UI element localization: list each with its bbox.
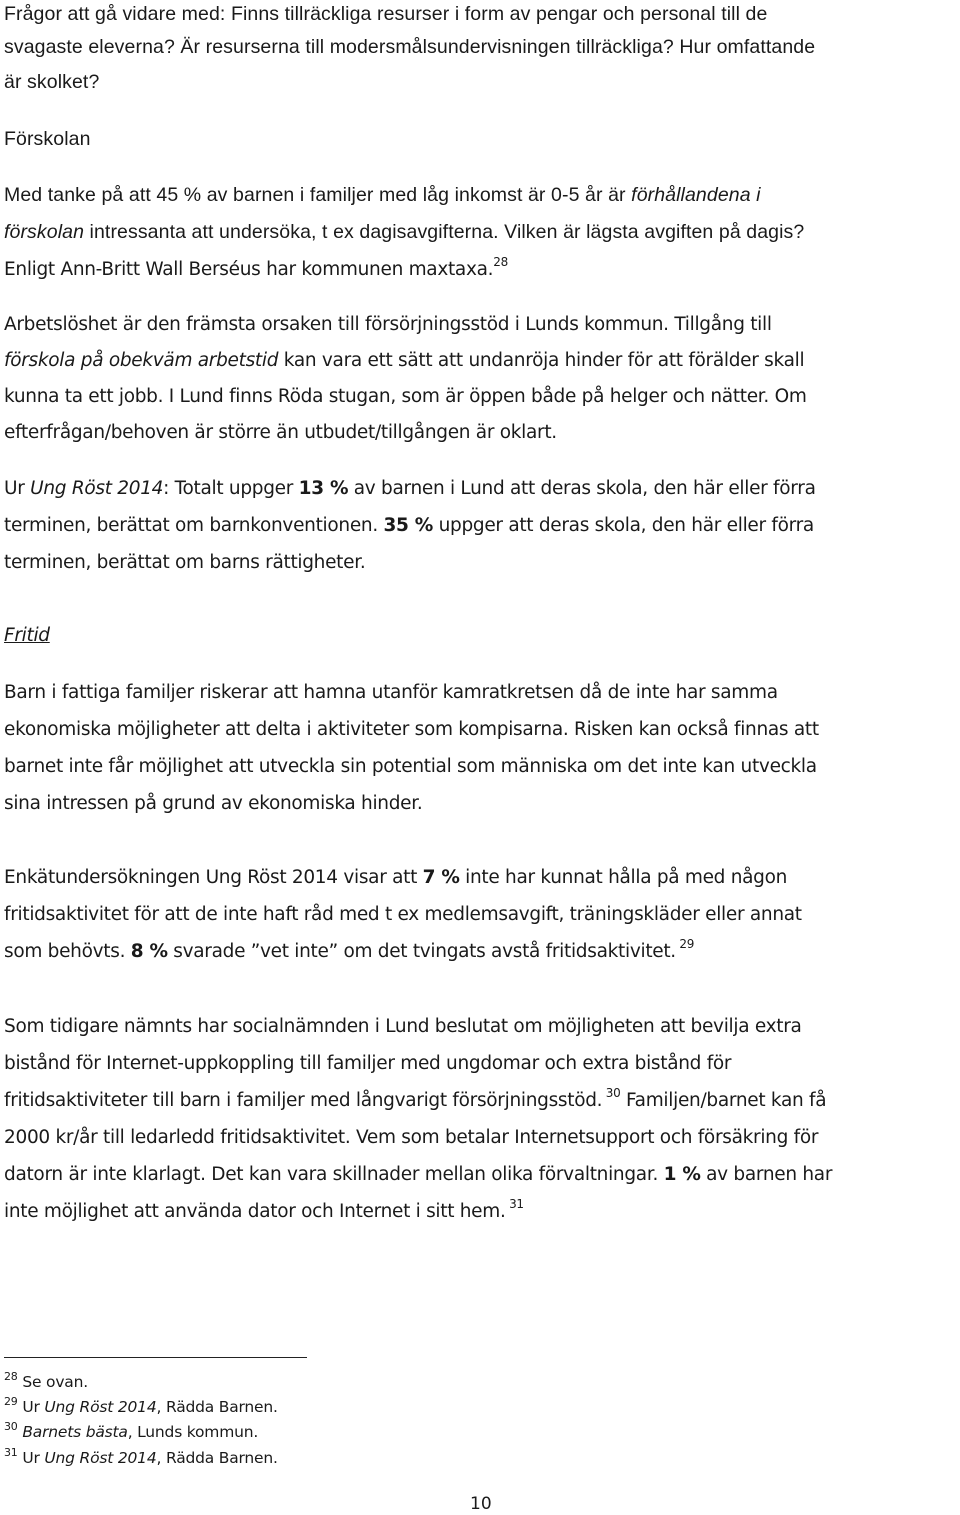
forskolan-line-2: förskolan intressanta att undersöka, t ex dagisavgifterna. Vilken är lägsta avgiften på dagis? [4,221,805,243]
intro-line-1: Frågor att gå vidare med: Finns tillräckliga resurser i form av pengar och personal till de [4,3,768,25]
fritid-p3-line-4: 2000 kr/år till ledarledd fritidsaktivitet. Vem som betalar Internetsupport och försäkring för [4,1127,819,1148]
ungrost-line-1: Ur Ung Röst 2014: Totalt uppger 13 % av barnen i Lund att deras skola, den här eller förra [4,478,816,499]
arbetsloshet-line-4: efterfrågan/behoven är större än utbudet/tillgången är oklart. [4,422,557,443]
heading-fritid: Fritid [4,625,50,646]
footnote-ref-30[interactable]: 30 [602,1086,621,1100]
page-number: 10 [470,1494,492,1514]
footnote-28: $^{28}$ Se ovan. [4,1370,88,1391]
footnote-ref-31[interactable]: 31 [505,1197,524,1211]
arbetsloshet-line-2: förskola på obekväm arbetstid kan vara ett sätt att undanröja hinder för att förälder skall [4,350,805,371]
footnote-separator [4,1357,307,1358]
ungrost-line-3: terminen, berättat om barns rättigheter. [4,552,366,573]
fritid-p3-line-6: inte möjlighet att använda dator och Internet i sitt hem. $^{31}$ [4,1197,524,1222]
fritid-p3-line-3: fritidsaktiviteter till barn i familjer med långvarigt försörjningsstöd. $^{30}$ Familjen/barnet kan få [4,1086,827,1111]
fritid-p3-line-5: datorn är inte klarlagt. Det kan vara skillnader mellan olika förvaltningar. 1 % av barnen har [4,1164,833,1185]
fritid-p2-line-1: Enkätundersökningen Ung Röst 2014 visar att 7 % inte har kunnat hålla på med någon [4,867,788,888]
fritid-p1-line-1: Barn i fattiga familjer riskerar att hamna utanför kamratkretsen då de inte har samma [4,682,778,703]
fritid-p2-line-3: som behövts. 8 % svarade ”vet inte” om det tvingats avstå fritidsaktivitet. $^{29}$ [4,937,695,962]
footnote-ref-29[interactable]: 29 [675,937,695,951]
footnote-30: $^{30}$ Barnets bästa, Lunds kommun. [4,1420,259,1441]
intro-line-2: svagaste eleverna? Är resurserna till modersmålsundervisningen tillräckliga? Hur omfattande [4,36,816,58]
ungrost-line-2: terminen, berättat om barnkonventionen. 35 % uppger att deras skola, den här eller förra [4,515,814,536]
forskolan-line-1: Med tanke på att 45 % av barnen i familjer med låg inkomst är 0-5 år är förhållandena i [4,184,761,206]
footnote-31: $^{31}$ Ur Ung Röst 2014, Rädda Barnen. [4,1446,278,1467]
arbetsloshet-line-3: kunna ta ett jobb. I Lund finns Röda stugan, som är öppen både på helger och nätter. Om [4,386,807,407]
fritid-p1-line-2: ekonomiska möjligheter att delta i aktiviteter som kompisarna. Risken kan också finnas att [4,719,819,740]
heading-forskolan: Förskolan [4,128,91,150]
fritid-p1-line-3: barnet inte får möjlighet att utveckla sin potential som människa om det inte kan utveckla [4,756,817,777]
arbetsloshet-line-1: Arbetslöshet är den främsta orsaken till försörjningsstöd i Lunds kommun. Tillgång till [4,314,772,335]
footnote-ref-28[interactable]: 28 [493,255,508,269]
fritid-p3-line-2: bistånd för Internet-uppkoppling till familjer med ungdomar och extra bistånd för [4,1053,732,1074]
footnote-29: $^{29}$ Ur Ung Röst 2014, Rädda Barnen. [4,1395,278,1416]
fritid-p2-line-2: fritidsaktivitet för att de inte haft råd med t ex medlemsavgift, träningskläder eller annat [4,904,802,925]
forskolan-line-3: Enligt Ann-Britt Wall Berséus har kommunen maxtaxa.$^{28}$ [4,255,508,280]
intro-line-3: är skolket? [4,71,100,93]
fritid-p3-line-1: Som tidigare nämnts har socialnämnden i Lund beslutat om möjligheten att bevilja extra [4,1016,802,1037]
fritid-p1-line-4: sina intressen på grund av ekonomiska hinder. [4,793,423,814]
